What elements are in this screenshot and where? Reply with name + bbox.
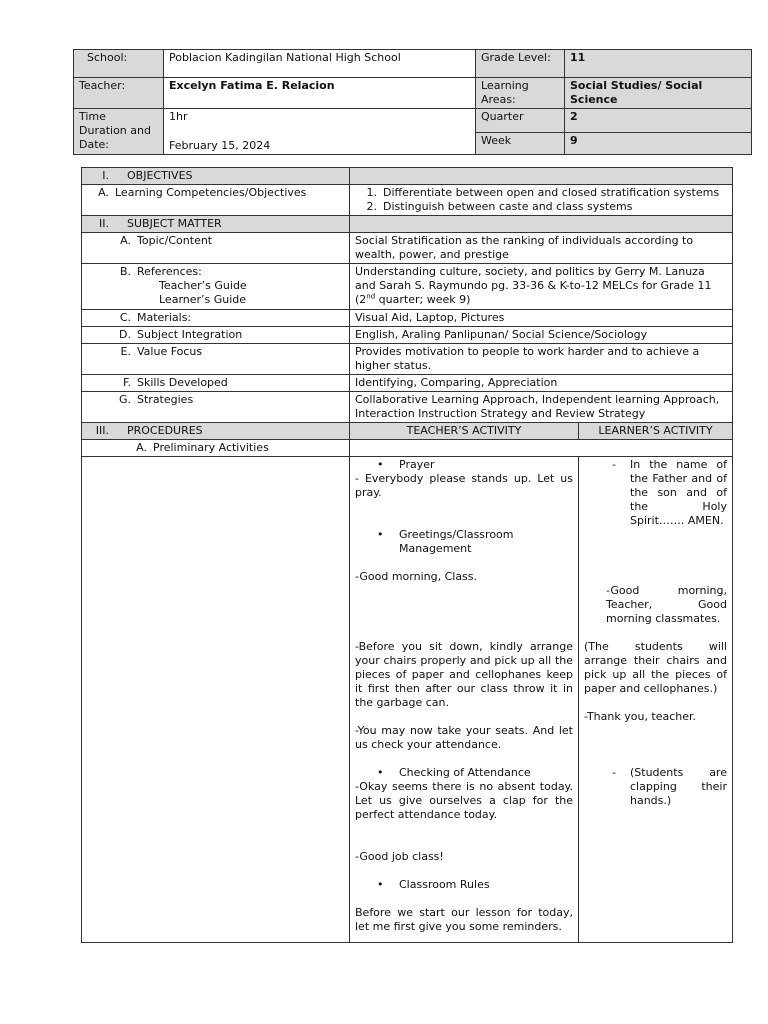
- value-focus-value: Provides motivation to people to work harder and to achieve a higher status.: [350, 344, 733, 375]
- competencies-label: A. Learning Competencies/Objectives: [82, 185, 350, 216]
- integration-value: English, Araling Panlipunan/ Social Science/Sociology: [350, 327, 733, 344]
- grade-value: 11: [565, 50, 752, 78]
- subject-matter-heading: II. SUBJECT MATTER: [82, 216, 350, 233]
- value-focus-label: E. Value Focus: [82, 344, 350, 375]
- areas-label: Learning Areas:: [476, 78, 565, 109]
- procedures-heading: III. PROCEDURES: [82, 423, 350, 440]
- integration-row: [82, 327, 733, 344]
- objectives-heading: I. OBJECTIVES: [82, 168, 350, 185]
- teacher-activity-heading: TEACHER’S ACTIVITY: [350, 423, 579, 440]
- prayer-bullet: • Prayer: [355, 458, 573, 472]
- references-row: [82, 264, 733, 310]
- arrange-response: (The students will arrange their chairs and pick up all the pieces of paper and cellophanes.): [584, 640, 727, 695]
- time-value: 1hr February 15, 2024: [164, 109, 476, 155]
- amen-response: - In the name of the Father and of the son and of the Holy Spirit……. AMEN.: [584, 458, 727, 528]
- strategies-row: [82, 392, 733, 423]
- topic-row: [82, 233, 733, 264]
- learner-activity-cell: [579, 457, 733, 943]
- competencies-row: [82, 185, 733, 216]
- week-value: 9: [565, 133, 752, 155]
- week-label: Week: [476, 133, 565, 155]
- skills-label: F. Skills Developed: [82, 375, 350, 392]
- greeting-response: -Good morning, Teacher, Good morning classmates.: [606, 584, 727, 625]
- materials-label: C. Materials:: [82, 310, 350, 327]
- rules-bullet: • Classroom Rules: [355, 878, 573, 892]
- thanks-response: -Thank you, teacher.: [584, 710, 697, 723]
- time-label: Time Duration and Date:: [74, 109, 164, 155]
- references-label: B. References: Teacher’s Guide Learner’s Guide: [82, 264, 350, 310]
- references-value: Understanding culture, society, and politics by Gerry M. Lanuza and Sarah S. Raymundo pg. 33-36 & K-to-12 MELCs for Grade 11 (2nd quarter; week 9): [350, 264, 733, 310]
- learner-activity-heading: LEARNER’S ACTIVITY: [579, 423, 733, 440]
- skills-row: [82, 375, 733, 392]
- teacher-value: Excelyn Fatima E. Relacion: [164, 78, 476, 109]
- clap-response: - (Students are clapping their hands.): [584, 766, 727, 808]
- topic-value: Social Stratification as the ranking of individuals according to wealth, power, and prestige: [350, 233, 733, 264]
- subject-matter-row: [82, 216, 733, 233]
- integration-label: D. Subject Integration: [82, 327, 350, 344]
- attendance-bullet: • Checking of Attendance: [355, 766, 573, 780]
- teacher-label: Teacher:: [74, 78, 164, 109]
- objectives-list: 1. Differentiate between open and closed stratification systems 2. Distinguish between caste and class systems: [350, 185, 733, 216]
- preliminary-label: A. Preliminary Activities: [82, 440, 350, 457]
- grade-label: Grade Level:: [476, 50, 565, 78]
- preliminary-row: [82, 440, 733, 457]
- topic-label: A. Topic/Content: [82, 233, 350, 264]
- activities-row: [82, 457, 733, 943]
- value-focus-row: [82, 344, 733, 375]
- lesson-plan-table: [81, 167, 733, 943]
- header-table: [73, 49, 752, 155]
- skills-value: Identifying, Comparing, Appreciation: [350, 375, 733, 392]
- teacher-activity-cell: • Prayer - Everybody please stands up. Let us pray. • Greetings/Classroom Management -Good morning, Class. -Before you sit down, kindly arrange your chairs properly and pick up all the pieces of paper and cellophanes keep it first then after our class throw it in the garbage can. -You may now take your seats. And let us check your attendance. • Checking of Attendance -Okay seems there is no absent today. Let us give ourselves a clap for the perfect attendance today. -Good job class! • Classroom Rules Before we start our lesson for today, let me first give you some reminders.: [350, 457, 579, 943]
- objectives-row: [82, 168, 733, 185]
- school-value: Poblacion Kadingilan National High School: [164, 50, 476, 78]
- quarter-value: 2: [565, 109, 752, 133]
- school-label: School:: [74, 50, 164, 78]
- quarter-label: Quarter: [476, 109, 565, 133]
- procedures-row: [82, 423, 733, 440]
- materials-row: [82, 310, 733, 327]
- strategies-value: Collaborative Learning Approach, Independent learning Approach, Interaction Instruction Strategy and Review Strategy: [350, 392, 733, 423]
- greetings-bullet: • Greetings/Classroom Management: [355, 528, 573, 556]
- areas-value: Social Studies/ Social Science: [565, 78, 752, 109]
- materials-value: Visual Aid, Laptop, Pictures: [350, 310, 733, 327]
- strategies-label: G. Strategies: [82, 392, 350, 423]
